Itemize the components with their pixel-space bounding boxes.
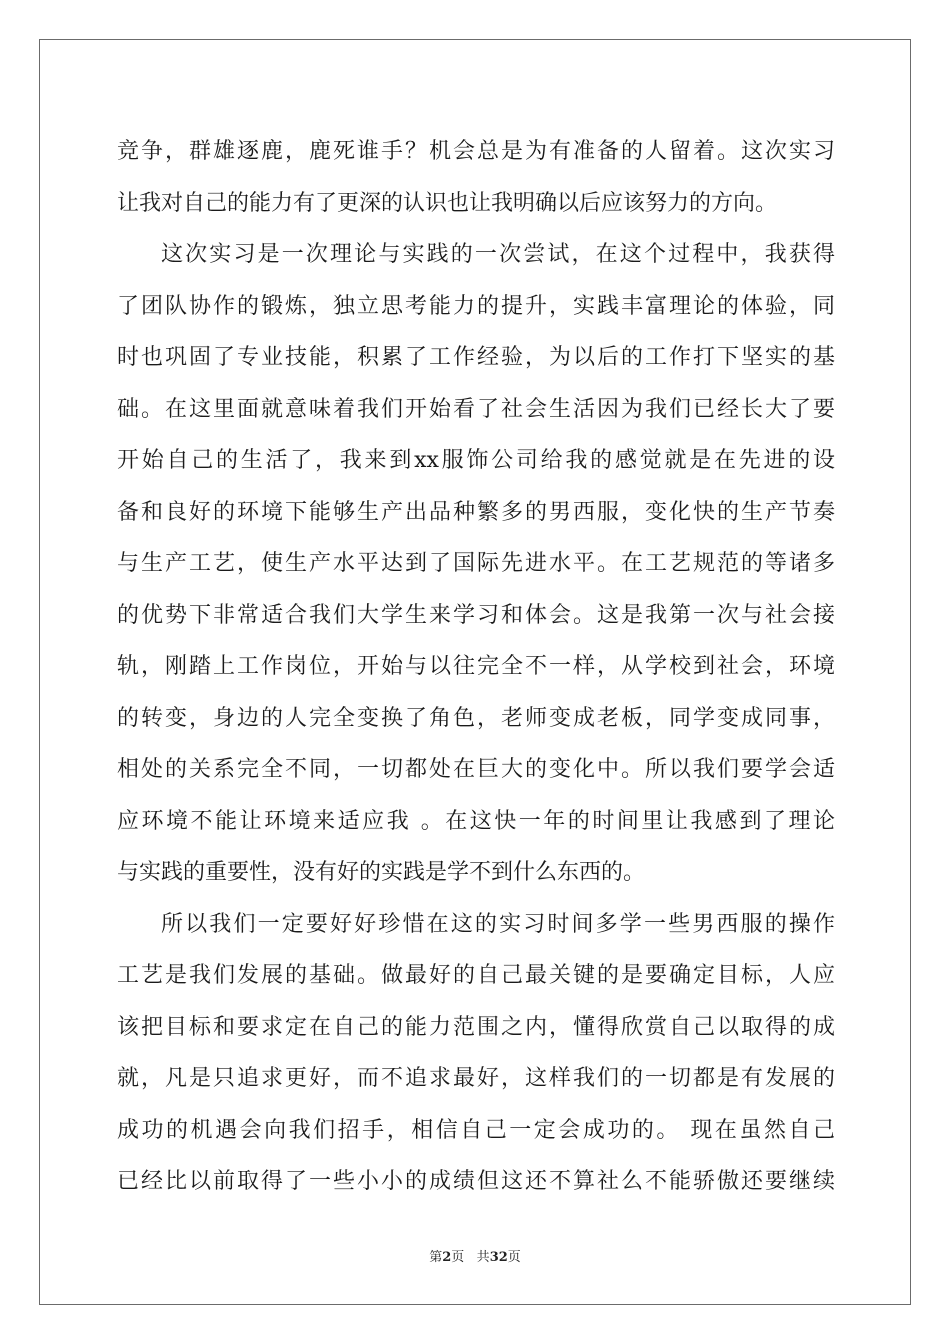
paragraph (117, 899, 835, 1208)
text-line: 础。在这里面就意味着我们开始看了社会生活因为我们已经长大了要 (117, 396, 835, 422)
text-line: 已经比以前取得了一些小小的成绩但这还不算社么不能骄傲还要继续 (117, 1169, 835, 1194)
page-footer (0, 1246, 950, 1265)
text-line: 了团队协作的锻炼，独立思考能力的提升，实践丰富理论的体验，同 (117, 293, 835, 319)
footer-page-suffix: 页 (451, 1250, 465, 1265)
footer-prefix: 第 (429, 1250, 443, 1265)
footer-total-suffix: 页 (507, 1250, 521, 1265)
paragraph (117, 126, 835, 229)
text-line: 成功的机遇会向我们招手，相信自己一定会成功的。 现在虽然自己 (117, 1117, 835, 1143)
text-line: 的优势下非常适合我们大学生来学习和体会。这是我第一次与社会接 (117, 602, 835, 628)
text-line: 该把目标和要求定在自己的能力范围之内，懂得欣赏自己以取得的成 (117, 1014, 835, 1040)
text-line: 备和良好的环境下能够生产出品种繁多的男西服，变化快的生产节奏 (117, 499, 835, 525)
text-line: 相处的关系完全不同，一切都处在巨大的变化中。所以我们要学会适 (117, 757, 835, 782)
text-line: 开始自己的生活了，我来到xx服饰公司给我的感觉就是在先进的设 (117, 448, 835, 473)
text-line: 竞争，群雄逐鹿，鹿死谁手？机会总是为有准备的人留着。这次实习 (117, 139, 835, 164)
text-line: 轨，刚踏上工作岗位，开始与以往完全不一样，从学校到社会，环境 (117, 654, 835, 679)
footer-total-prefix: 共 (476, 1250, 490, 1265)
text-line: 的转变，身边的人完全变换了角色，老师变成老板，同学变成同事， (117, 705, 835, 731)
document-body (117, 126, 835, 1208)
paragraph (117, 229, 835, 899)
text-line: 应环境不能让环境来适应我 。在这快一年的时间里让我感到了理论 (117, 808, 835, 834)
text-line: 所以我们一定要好好珍惜在这的实习时间多学一些男西服的操作 (161, 911, 835, 937)
text-line: 这次实习是一次理论与实践的一次尝试，在这个过程中，我获得 (161, 242, 835, 267)
text-line: 与生产工艺，使生产水平达到了国际先进水平。在工艺规范的等诸多 (117, 551, 835, 576)
total-pages: 32 (489, 1250, 508, 1265)
text-line: 时也巩固了专业技能，积累了工作经验，为以后的工作打下坚实的基 (117, 345, 835, 370)
text-line: 工艺是我们发展的基础。做最好的自己最关键的是要确定目标，人应 (117, 963, 835, 988)
page-number: 2 (442, 1250, 452, 1265)
text-line: 让我对自己的能力有了更深的认识也让我明确以后应该努力的方向。 (117, 190, 778, 216)
text-line: 与实践的重要性，没有好的实践是学不到什么东西的。 (117, 860, 646, 885)
text-line: 就，凡是只追求更好，而不追求最好，这样我们的一切都是有发展的 (117, 1066, 835, 1091)
